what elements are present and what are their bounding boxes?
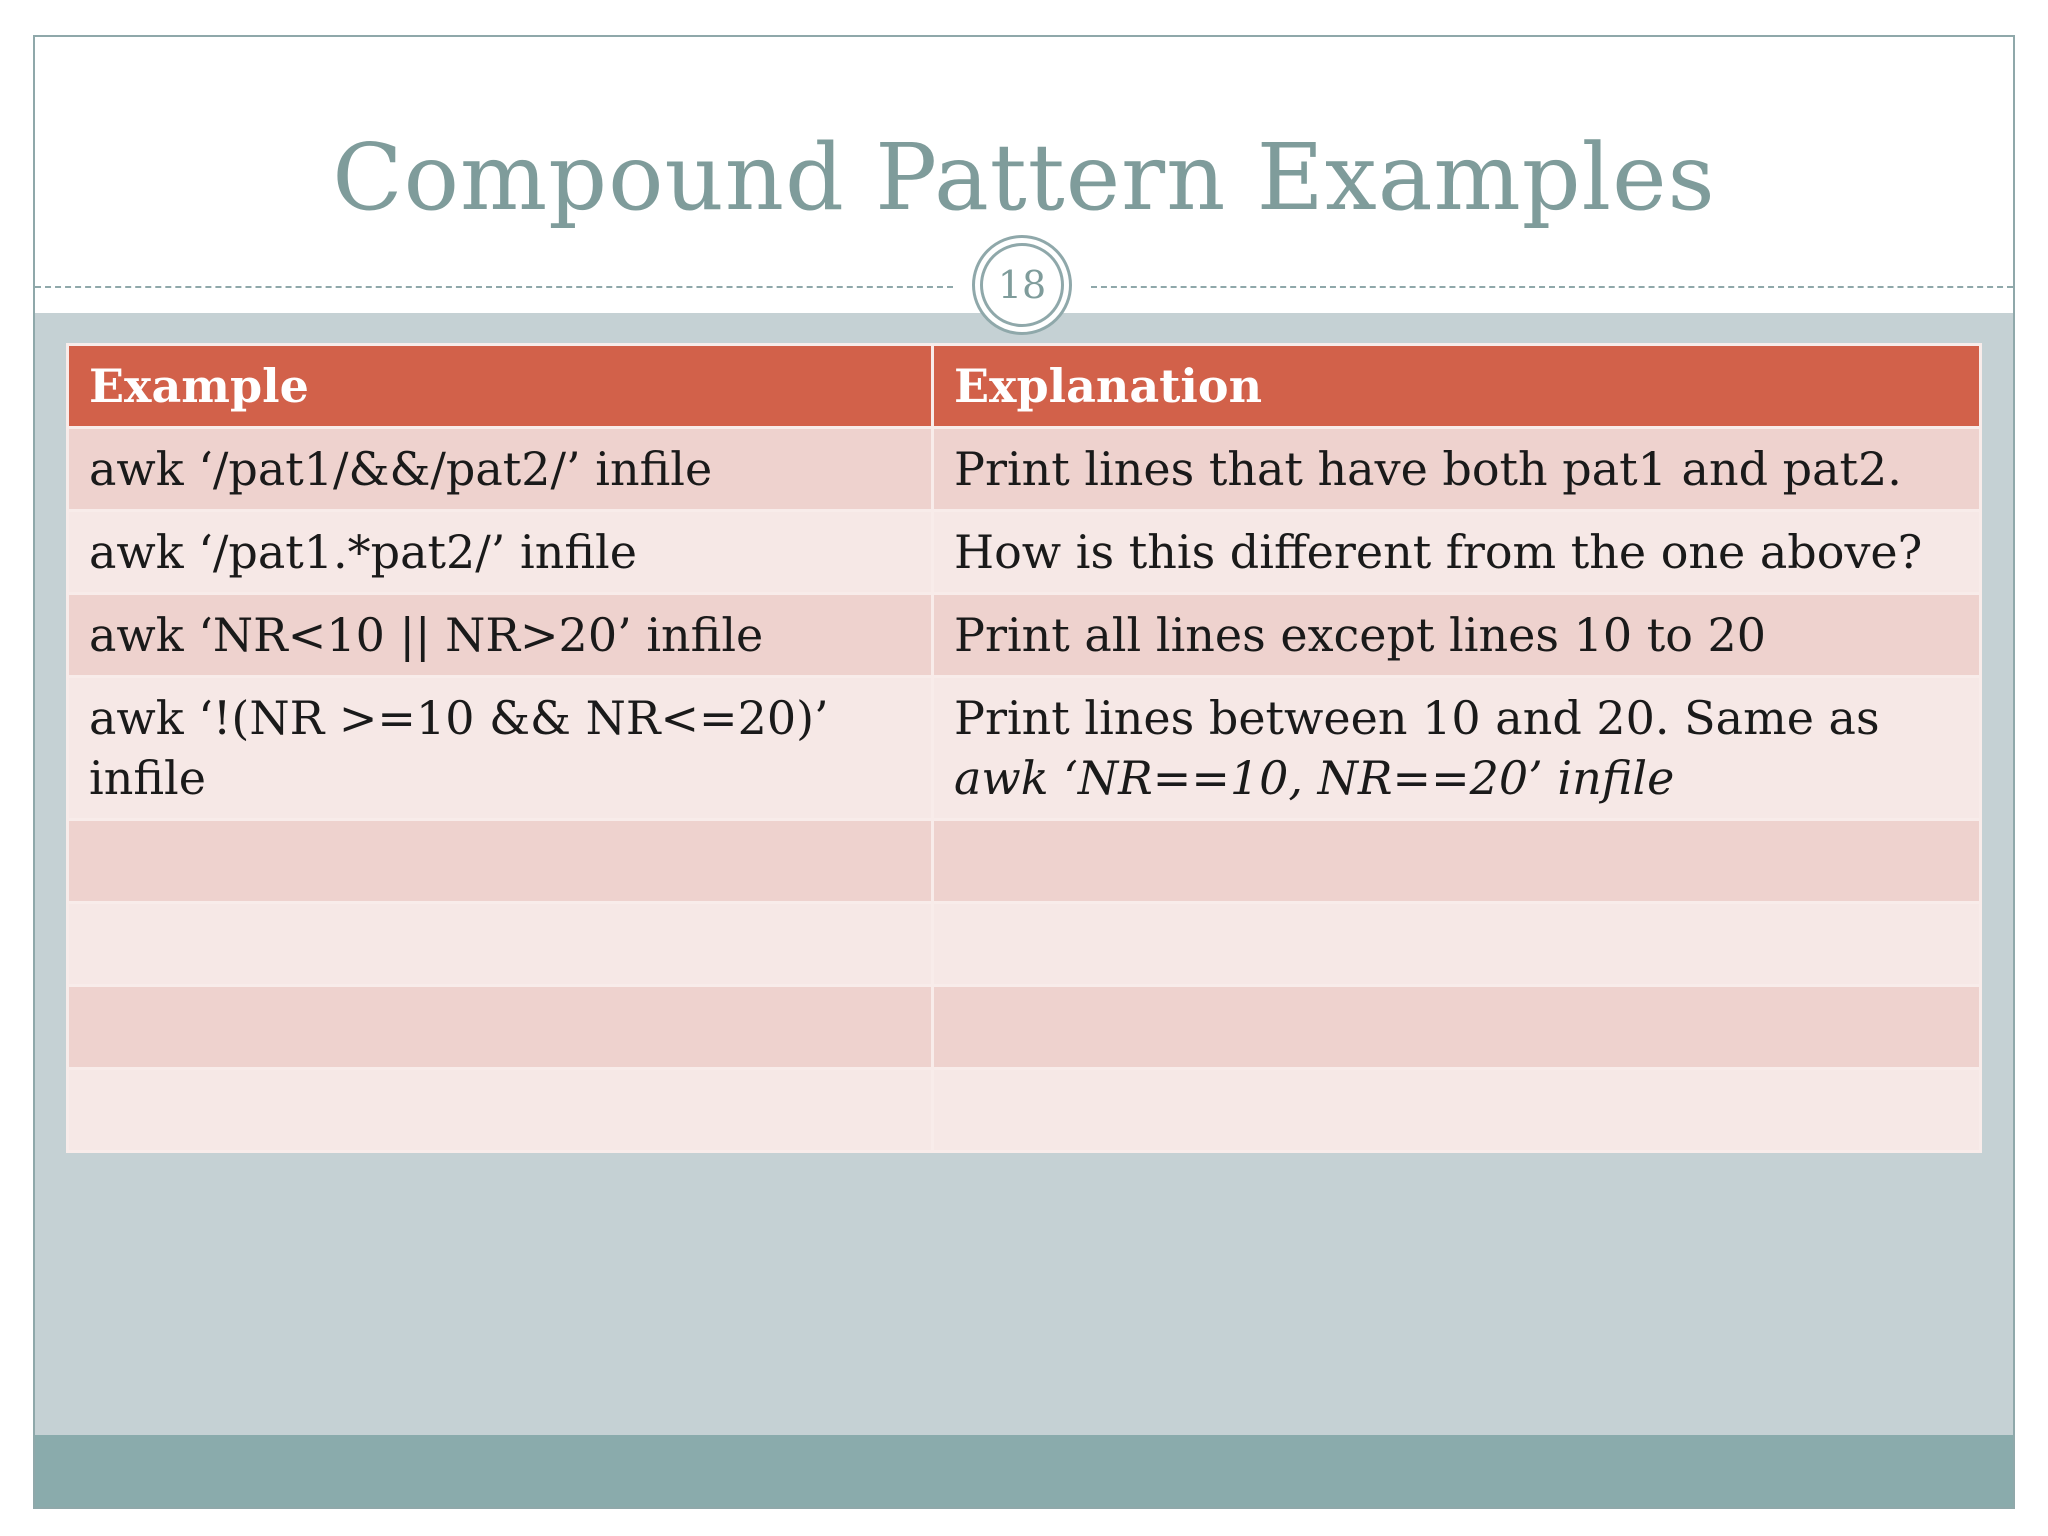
cell-example: awk ‘/pat1/&&/pat2/’ infile: [68, 428, 933, 511]
header-explanation: Explanation: [933, 345, 1981, 428]
cell-example: awk ‘!(NR >=10 && NR<=20)’ infile: [68, 677, 933, 820]
table-row: [68, 594, 1981, 677]
cell-example: awk ‘/pat1.*pat2/’ infile: [68, 511, 933, 594]
cell-example: [68, 820, 933, 903]
cell-example: awk ‘NR<10 || NR>20’ infile: [68, 594, 933, 677]
slide: [33, 35, 2015, 1509]
table-row: [68, 986, 1981, 1069]
cell-explanation: How is this different from the one above?: [933, 511, 1981, 594]
cell-explanation: [933, 677, 1981, 820]
header-example: Example: [68, 345, 933, 428]
slide-title: Compound Pattern Examples: [332, 124, 1716, 231]
table-row: [68, 903, 1981, 986]
footer-bar: [35, 1435, 2013, 1507]
cell-explanation: [933, 986, 1981, 1069]
table-header-row: [68, 345, 1981, 428]
title-divider-right: [1091, 286, 2013, 288]
title-divider-left: [35, 286, 953, 288]
table-row: [68, 1069, 1981, 1152]
table-row: [68, 677, 1981, 820]
table-row: [68, 428, 1981, 511]
cell-explanation: [933, 903, 1981, 986]
examples-table: [66, 343, 1982, 1153]
cell-explanation: [933, 820, 1981, 903]
page-number: 18: [980, 243, 1064, 327]
cell-example: [68, 1069, 933, 1152]
table-row: [68, 511, 1981, 594]
cell-example: [68, 903, 933, 986]
cell-explanation: Print all lines except lines 10 to 20: [933, 594, 1981, 677]
explanation-text: Print lines between 10 and 20. Same as: [954, 691, 1880, 745]
cell-explanation: [933, 1069, 1981, 1152]
cell-explanation: Print lines that have both pat1 and pat2.: [933, 428, 1981, 511]
page-number-badge: [972, 235, 1072, 335]
cell-example: [68, 986, 933, 1069]
table-row: [68, 820, 1981, 903]
explanation-italic: awk ‘NR==10, NR==20’ infile: [954, 751, 1675, 805]
